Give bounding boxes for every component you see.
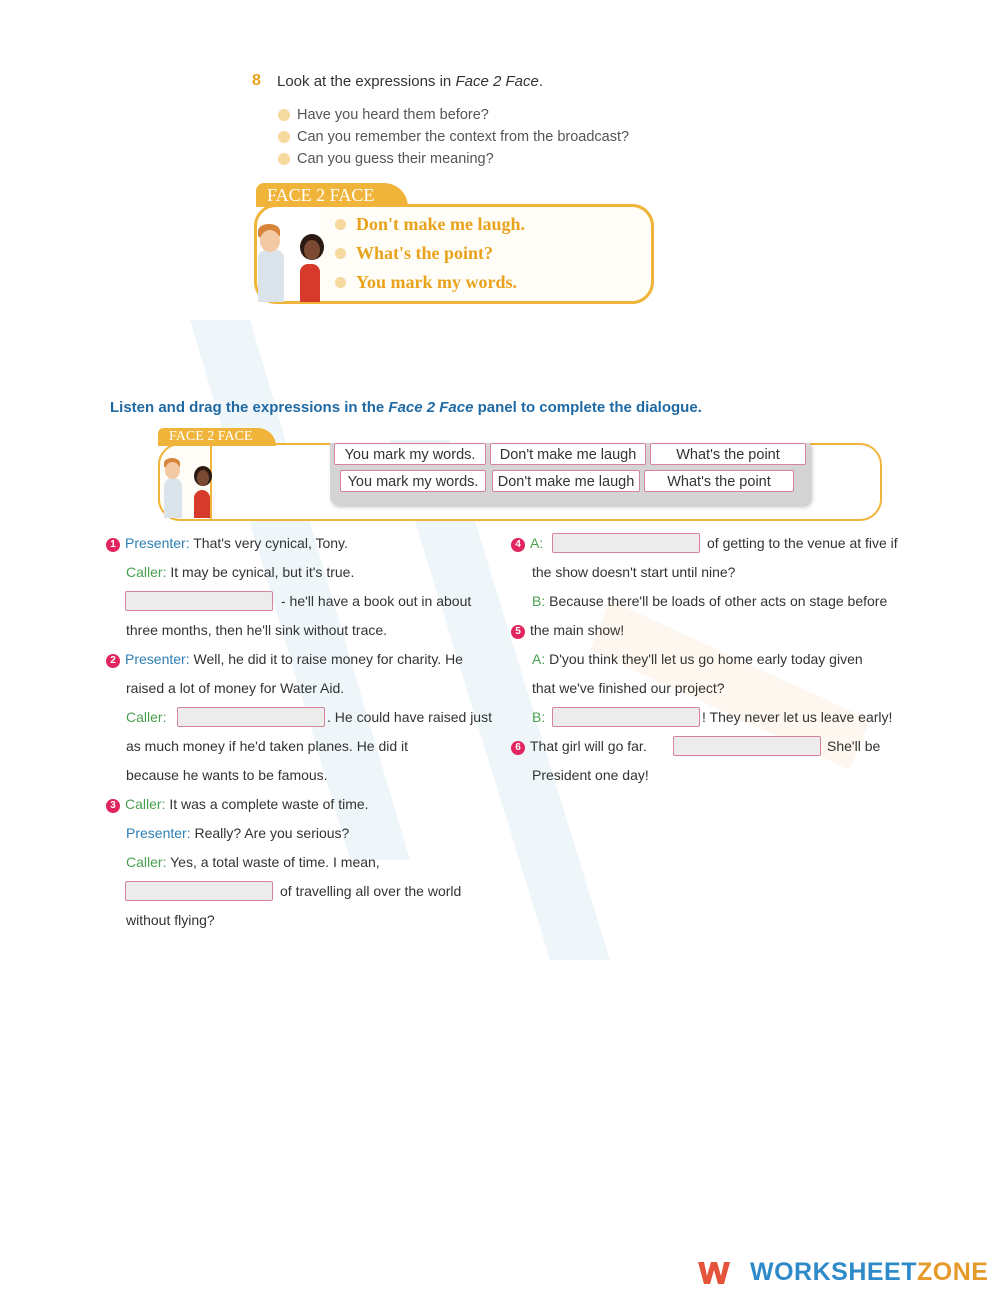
speaker-label: Caller: bbox=[126, 564, 167, 580]
expression-text: What's the point? bbox=[356, 243, 494, 263]
drag-chip-dont-make-me-laugh[interactable]: Don't make me laugh bbox=[492, 470, 640, 492]
drag-chip-you-mark-my-words[interactable]: You mark my words. bbox=[340, 470, 486, 492]
speaker-label: Caller: bbox=[125, 796, 166, 812]
dialogue-line bbox=[532, 591, 887, 611]
dialogue-line bbox=[106, 649, 463, 669]
item-number-badge: 1 bbox=[106, 538, 120, 552]
dialogue-text: of travelling all over the world bbox=[280, 883, 462, 899]
dialogue-line bbox=[532, 707, 545, 727]
item-number-badge: 6 bbox=[511, 741, 525, 755]
dialogue-text: That girl will go far. bbox=[530, 738, 647, 754]
bullet-icon bbox=[278, 131, 290, 143]
speaker-label: Caller: bbox=[126, 854, 167, 870]
dialogue-text: Yes, a total waste of time. I mean, bbox=[166, 854, 380, 870]
dialogue-text: Really? Are you serious? bbox=[190, 825, 350, 841]
dialogue-line bbox=[106, 533, 348, 553]
dialogue-text: the main show! bbox=[530, 622, 625, 638]
bullet-icon bbox=[278, 109, 290, 121]
dialogue-line bbox=[126, 562, 354, 582]
question-list bbox=[278, 104, 629, 170]
item-number-badge: 4 bbox=[511, 538, 525, 552]
dialogue-text: Because there'll be loads of other acts on stage before bbox=[545, 593, 888, 609]
dialogue-text: - he'll have a book out in about bbox=[281, 593, 472, 609]
list-item bbox=[335, 239, 525, 268]
instruction-prefix: Listen and drag the expressions in the bbox=[110, 399, 389, 416]
list-item bbox=[335, 210, 525, 239]
woman-head bbox=[197, 470, 209, 486]
instruction-suffix: panel to complete the dialogue. bbox=[473, 399, 702, 416]
dialogue-line bbox=[511, 736, 647, 756]
speaker-label: Presenter: bbox=[125, 535, 190, 551]
item-number-badge: 2 bbox=[106, 654, 120, 668]
drag-panel-tab: FACE 2 FACE bbox=[158, 428, 276, 446]
instruction-text bbox=[110, 399, 702, 416]
dialogue-text: Well, he did it to raise money for charity. He bbox=[189, 651, 463, 667]
speaker-label: A: bbox=[530, 535, 544, 551]
speaker-label: A: bbox=[532, 651, 546, 667]
people-illustration bbox=[256, 220, 322, 302]
expression-text: Don't make me laugh. bbox=[356, 214, 526, 234]
drag-chip-you-mark-my-words[interactable]: You mark my words. bbox=[334, 443, 486, 465]
woman-body bbox=[194, 490, 210, 518]
drop-blank[interactable] bbox=[125, 881, 273, 901]
list-item bbox=[278, 126, 629, 148]
bullet-icon bbox=[335, 277, 346, 288]
dialogue-line bbox=[126, 823, 349, 843]
dialogue-text: It was a complete waste of time. bbox=[165, 796, 369, 812]
dialogue-line bbox=[126, 707, 166, 727]
list-item bbox=[278, 148, 629, 170]
drop-blank[interactable] bbox=[673, 736, 821, 756]
dialogue-text: as much money if he'd taken planes. He did it bbox=[126, 738, 409, 754]
drag-chip-dont-make-me-laugh[interactable]: Don't make me laugh bbox=[490, 443, 646, 465]
dialogue-text: without flying? bbox=[126, 912, 215, 928]
exercise-title-prefix: Look at the expressions in bbox=[277, 73, 456, 90]
exercise-title-italic: Face 2 Face bbox=[455, 73, 539, 90]
drop-blank[interactable] bbox=[177, 707, 325, 727]
dialogue-line bbox=[511, 620, 624, 640]
woman-head bbox=[304, 240, 320, 260]
dialogue-text: because he wants to be famous. bbox=[126, 767, 328, 783]
dialogue-text: that we've finished our project? bbox=[532, 680, 725, 696]
dialogue-line bbox=[532, 649, 863, 669]
dialogue-text: President one day! bbox=[532, 767, 649, 783]
woman-body bbox=[300, 264, 320, 302]
drop-blank[interactable] bbox=[552, 533, 700, 553]
dialogue-line bbox=[126, 852, 380, 872]
drop-blank[interactable] bbox=[125, 591, 273, 611]
man-body bbox=[164, 478, 182, 518]
logo-word-worksheet: WORKSHEET bbox=[750, 1258, 917, 1286]
list-item bbox=[278, 104, 629, 126]
worksheetzone-logo-icon bbox=[694, 1256, 734, 1290]
dialogue-text: That's very cynical, Tony. bbox=[189, 535, 348, 551]
dialogue-text: of getting to the venue at five if bbox=[707, 535, 898, 551]
dialogue-text: ! They never let us leave early! bbox=[702, 709, 893, 725]
speaker-label: B: bbox=[532, 593, 546, 609]
dialogue-text: D'you think they'll let us go home early today given bbox=[545, 651, 863, 667]
speaker-label: Presenter: bbox=[126, 825, 191, 841]
speaker-label: Caller: bbox=[126, 709, 167, 725]
face2face-expression-list bbox=[335, 210, 525, 297]
list-item bbox=[335, 268, 525, 297]
exercise-title-suffix: . bbox=[538, 73, 543, 90]
question-text: Can you guess their meaning? bbox=[297, 151, 494, 167]
item-number-badge: 3 bbox=[106, 799, 120, 813]
speaker-label: B: bbox=[532, 709, 546, 725]
bullet-icon bbox=[335, 219, 346, 230]
bullet-icon bbox=[335, 248, 346, 259]
drag-chip-whats-the-point[interactable]: What's the point bbox=[650, 443, 806, 465]
dialogue-line bbox=[106, 794, 369, 814]
speaker-label: Presenter: bbox=[125, 651, 190, 667]
dialogue-text: the show doesn't start until nine? bbox=[532, 564, 736, 580]
worksheetzone-logo-text bbox=[750, 1258, 988, 1287]
expression-text: You mark my words. bbox=[356, 272, 518, 292]
exercise-title bbox=[277, 73, 543, 90]
item-number-badge: 5 bbox=[511, 625, 525, 639]
dialogue-text: three months, then he'll sink without trace. bbox=[126, 622, 388, 638]
dialogue-text: She'll be bbox=[827, 738, 881, 754]
logo-word-zone: ZONE bbox=[917, 1258, 989, 1286]
man-body bbox=[258, 250, 284, 302]
face2face-tab: FACE 2 FACE bbox=[256, 183, 408, 207]
exercise-number: 8 bbox=[252, 72, 261, 89]
dialogue-text: raised a lot of money for Water Aid. bbox=[126, 680, 345, 696]
man-head bbox=[260, 230, 280, 252]
bullet-icon bbox=[278, 153, 290, 165]
man-head bbox=[165, 462, 180, 479]
dialogue-text: . He could have raised just bbox=[327, 709, 492, 725]
question-text: Have you heard them before? bbox=[297, 107, 489, 123]
drag-chip-whats-the-point[interactable]: What's the point bbox=[644, 470, 794, 492]
people-illustration-small bbox=[162, 456, 212, 518]
question-text: Can you remember the context from the broadcast? bbox=[297, 129, 630, 145]
dialogue-text: It may be cynical, but it's true. bbox=[166, 564, 355, 580]
drag-chip-tray bbox=[330, 443, 810, 505]
instruction-italic: Face 2 Face bbox=[388, 399, 474, 416]
dialogue-line bbox=[511, 533, 543, 553]
drop-blank[interactable] bbox=[552, 707, 700, 727]
